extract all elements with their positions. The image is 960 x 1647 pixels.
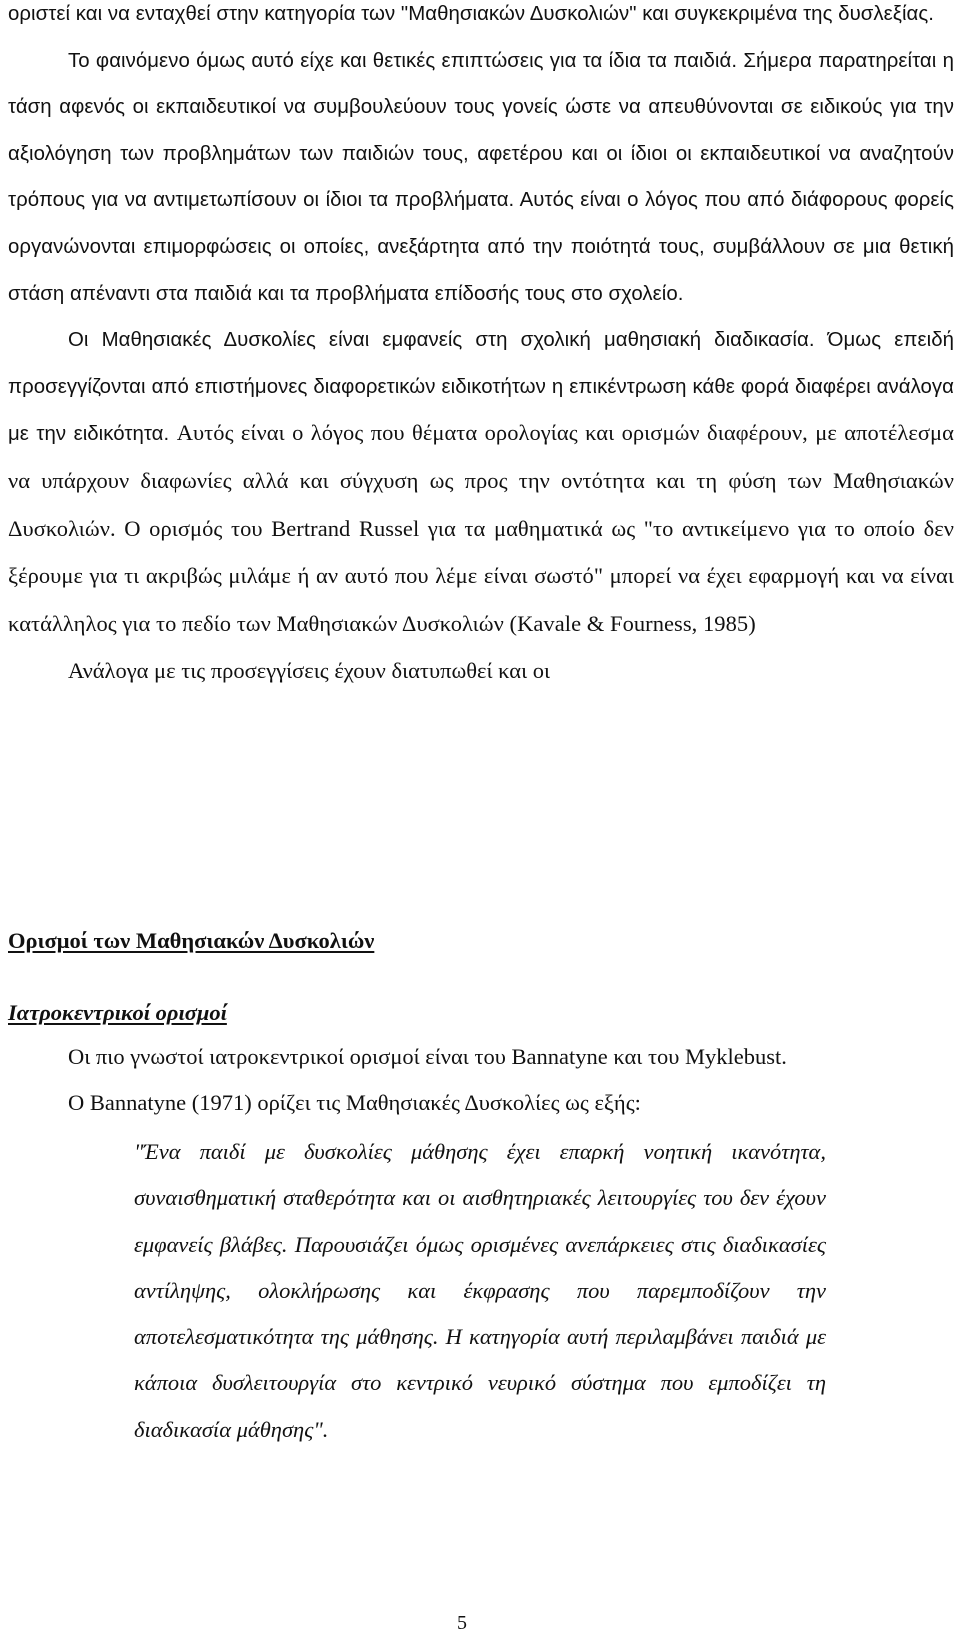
- paragraph-positive-effects: Το φαινόμενο όμως αυτό είχε και θετικές επιπτώσεις για τα ίδια τα παιδιά. Σήμερα παρατηρείται η τάση αφενός οι εκπαιδευτικοί να συμβουλεύουν τους γονείς ώστε να απευθύνονται σε ειδικούς για την αξιολόγηση των προβλημάτων των παιδιών τους, αφετέρου και οι ίδιοι οι εκπαιδευτικοί να αναζητούν τρόπους για να αντιμετωπίσουν οι ίδιοι τα προβλήματα. Αυτός είναι ο λόγος που από διάφορους φορείς οργανώνονται επιμορφώσεις οι οποίες, ανεξάρτητα από την ποιότητά τους, συμβάλλουν σε μια θετική στάση απέναντι στα παιδιά και τα προβλήματα επίδοσής τους στο σχολείο.: [8, 49, 954, 305]
- page-number: 5: [457, 1612, 467, 1634]
- paragraph-learning-difficulties-sans: Οι Μαθησιακές Δυσκολίες είναι εμφανείς στη σχολική μαθησιακή διαδικασία. Όμως επειδή προσεγγίζονται από επιστήμονες διαφορετικών ειδικοτήτων η επικέντρωση κάθε φορά διαφέρει ανάλογα με την ειδικότητα.: [8, 329, 954, 446]
- section-subheading: Ιατροκεντρικοί ορισμοί: [8, 1000, 227, 1025]
- intro-line-medical-definitions: Οι πιο γνωστοί ιατροκεντρικοί ορισμοί είναι του Bannatyne και του Myklebust.: [68, 1044, 787, 1069]
- paragraph-approaches: Ανάλογα με τις προσεγγίσεις έχουν διατυπωθεί και οι: [68, 658, 551, 684]
- body-text: [8, 0, 954, 695]
- paragraph-learning-difficulties-serif: Αυτός είναι ο λόγος που θέματα ορολογίας και ορισμών διαφέρουν, με αποτέλεσμα να υπάρχουν διαφωνίες αλλά και σύγχυση ως προς την οντότητα και τη φύση των Μαθησιακών Δυσκολιών. Ο ορισμός του Bertrand Russel για τα μαθηματικά ως "το αντικείμενο για το οποίο δεν ξέρουμε για τι ακριβώς μιλάμε ή αν αυτό που λέμε είναι σωστό" μπορεί να έχει εφαρμογή και να είναι κατάλληλος για το πεδίο των Μαθησιακών Δυσκολιών (Kavale & Fourness, 1985): [8, 420, 954, 636]
- paragraph-learning-difficulties: [8, 317, 954, 648]
- intro-line-bannatyne: Ο Bannatyne (1971) ορίζει τις Μαθησιακές Δυσκολίες ως εξής:: [68, 1090, 641, 1115]
- bannatyne-definition-quote: "Ένα παιδί με δυσκολίες μάθησης έχει επαρκή νοητική ικανότητα, συναισθηματική σταθερότητα και οι αισθητηριακές λειτουργίες του δεν έχουν εμφανείς βλάβες. Παρουσιάζει όμως ορισμένες ανεπάρκειες στις διαδικασίες αντίληψης, ολοκλήρωσης και έκφρασης που παρεμποδίζουν την αποτελεσματικότητα της μάθησης. Η κατηγορία αυτή περιλαμβάνει παιδιά με κάποια δυσλειτουργία στο κεντρικό νευρικό σύστημα που εμποδίζει τη διαδικασία μάθησης".: [134, 1139, 826, 1442]
- section-heading: Ορισμοί των Μαθησιακών Δυσκολιών: [8, 928, 375, 953]
- paragraph-continuation: οριστεί και να ενταχθεί στην κατηγορία των "Μαθησιακών Δυσκολιών" και συγκεκριμένα της δυσλεξίας.: [8, 3, 934, 25]
